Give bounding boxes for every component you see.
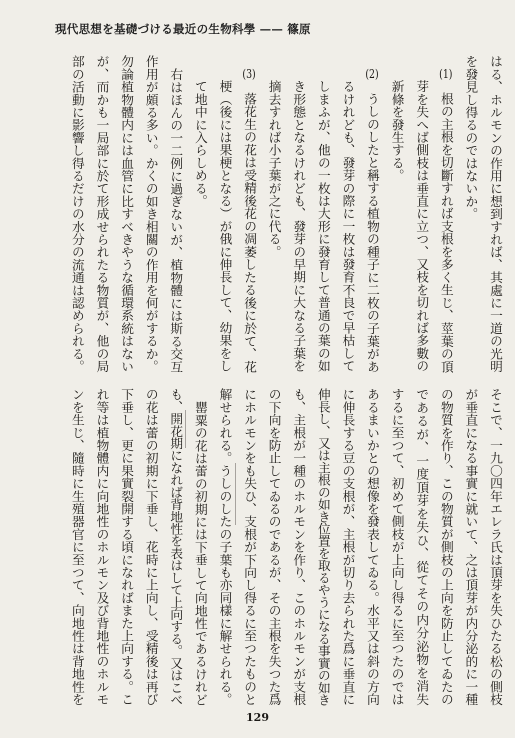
page-number: 129 xyxy=(246,711,269,724)
text-column: あるまいかとの想像を發表してゐる。水平又は斜の方向 xyxy=(365,388,381,706)
text-column: そこで、一九〇四年エレラ氏は頂芽を失ひたる松の側枝 xyxy=(488,388,503,706)
text-column: 罌粟の花は蕾の初期には下垂して向地性であるけれど xyxy=(192,400,208,706)
column-text: うしのしたと稱する植物の種子に二枚の子葉があ xyxy=(365,91,381,373)
text-column: 作用が頗る多い。かくの如き相關の作用を何がするか。 xyxy=(143,55,159,373)
text-column: ンを生じ、隨時に生殖器官に至つて、向地性は背地性を xyxy=(69,388,85,706)
upper-text-block xyxy=(64,55,507,373)
text-column: 摘去すれば小子葉が之に代る。 xyxy=(266,80,282,259)
lower-text-block xyxy=(64,388,507,706)
running-head-dash: —— xyxy=(259,22,284,36)
numbered-item-column xyxy=(433,55,458,373)
text-column: 下垂し、更に果實裂開する頃になればまた上向する。こ xyxy=(119,388,135,706)
text-column: の下向を防止してゐるのであるが、その主根を失つた爲 xyxy=(266,388,282,706)
text-column: れ等は植物體内に向地性のホルモン及び背地性のホルモ xyxy=(94,388,110,706)
running-head xyxy=(55,21,311,37)
column-text: 落花生の花は受精後花の凋萎したる後に於て、花 xyxy=(242,91,258,373)
text-column: であるが、一度頂芽を失ひ、從てその内分泌物を消失 xyxy=(414,388,430,706)
text-column: て地中に入らしめる。 xyxy=(192,80,208,208)
text-column: の物質を作り、この物質が側枝の上向を防止してゐたの xyxy=(438,388,454,706)
item-number: (1) xyxy=(439,67,453,80)
item-number: (2) xyxy=(365,67,379,80)
text-column: 右はほんの一二例に過ぎないが、植物體には斯る交互 xyxy=(168,67,184,373)
text-column: 伸長し、又は主根の如き位置を取るやうになる事實の如き xyxy=(315,388,331,706)
text-column: の花は蕾の初期に下垂し、花時に上向し、受精後は再び xyxy=(143,388,159,706)
pencil-sideline xyxy=(185,410,186,448)
item-number: (3) xyxy=(242,67,256,80)
text-column: 解せられる。うしのしたの子葉も亦同樣に解せられる。 xyxy=(217,388,233,706)
text-column: るけれども、發芽の際に一枚は發育不良で早枯して xyxy=(340,80,356,373)
text-column: も、開花期になれば背地性を表はして上向する。又はこべ xyxy=(168,388,184,706)
text-column: 新條を發生する。 xyxy=(389,80,405,182)
text-column: 梗（後には果梗となる）が俄に伸長して、幼果をし xyxy=(217,80,233,373)
text-column: にホルモンをも失ひ、支根が下向し得るに至つたものと xyxy=(242,388,258,706)
text-column: するに至つて、初めて側枝が上向し得るに至つたのでは xyxy=(389,388,405,706)
text-column: が、而かも一局部に於て形成せられたる物質が、他の局 xyxy=(94,55,110,373)
column-text: 根の主根を切斷すれば支根を多く生じ、莖葉の頂 xyxy=(438,91,454,373)
running-head-title: 現代思想を基礎づける最近の生物科學 xyxy=(55,22,256,36)
numbered-item-column xyxy=(236,55,261,373)
pencil-sideline xyxy=(235,463,236,525)
text-column: しまふが、他の一枚は大形に發育して普通の葉の如 xyxy=(315,80,331,373)
text-column: き形態となるけれども、發芽の早期に大なる子葉を xyxy=(291,80,307,373)
text-column: はる、ホルモンの作用に想到すれば、其處に一道の光明 xyxy=(488,55,503,373)
text-column: 芽を失へば側枝は垂直に立つ、又枝を切れば多數の xyxy=(414,80,430,373)
text-column: 勿論植物體内には血管に比すべきやうな循環系統はない xyxy=(119,55,135,373)
text-column: が垂直になる事實に就いて、之は頂芽が内分泌的に一種 xyxy=(463,388,479,706)
text-column: も、主根が一種のホルモンを作り、このホルモンが支根 xyxy=(291,388,307,706)
text-column: に伸長する豆の支根が、主根が切り去られた爲に垂直に xyxy=(340,388,356,706)
running-head-author: 篠原 xyxy=(287,22,311,36)
text-column: を發見し得るのではないか。 xyxy=(463,55,479,221)
text-column: 部の活動に影響し得るだけの水分の流通は認められる。 xyxy=(69,55,85,373)
numbered-item-column xyxy=(359,55,384,373)
